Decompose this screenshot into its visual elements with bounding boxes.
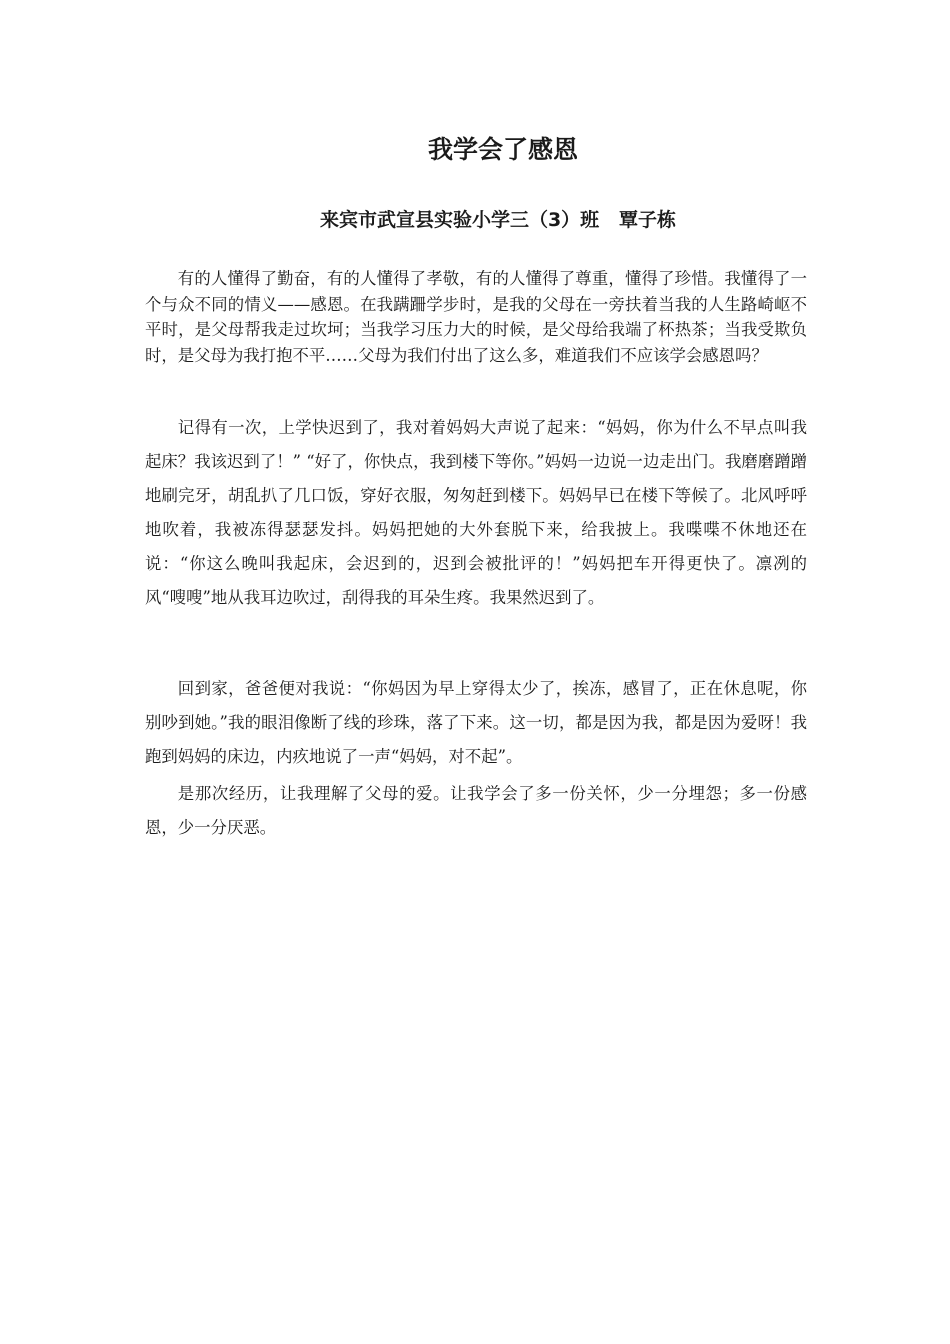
paragraph-3: 回到家，爸爸便对我说：“你妈因为早上穿得太少了，挨冻，感冒了，正在休息呢，你别吵到她。”我的眼泪像断了线的珍珠，落了下来。这一切，都是因为我，都是因为爱呀！我跑到妈妈的床边，内疚地说了一声“妈妈，对不起”。 [145, 679, 807, 766]
author-byline: 来宾市武宣县实验小学三（3）班 覃子栋 [319, 209, 677, 231]
paragraph-1: 有的人懂得了勤奋，有的人懂得了孝敬，有的人懂得了尊重，懂得了珍惜。我懂得了一个与众不同的情义——感恩。在我蹒跚学步时，是我的父母在一旁扶着当我的人生路崎岖不平时，是父母帮我走过坎坷；当我学习压力大的时候，是父母给我端了杯热茶；当我受欺负时，是父母为我打抱不平……父母为我们付出了这么多，难道我们不应该学会感恩吗？ [145, 269, 807, 365]
paragraph-4: 是那次经历，让我理解了父母的爱。让我学会了多一份关怀，少一分埋怨；多一份感恩，少一分厌恶。 [145, 784, 807, 837]
document-title: 我学会了感恩 [427, 135, 578, 164]
paragraph-2: 记得有一次，上学快迟到了，我对着妈妈大声说了起来：“妈妈，你为什么不早点叫我起床？我该迟到了！” “好了，你快点，我到楼下等你。”妈妈一边说一边走出门。我磨磨蹭蹭地刷完牙，胡乱扒了几口饭，穿好衣服，匆匆赶到楼下。妈妈早已在楼下等候了。北风呼呼地吹着，我被冻得瑟瑟发抖。妈妈把她的大外套脱下来，给我披上。我喋喋不休地还在说：“你这么晚叫我起床，会迟到的，迟到会被批评的！”妈妈把车开得更快了。凛冽的风“嗖嗖”地从我耳边吹过，刮得我的耳朵生疼。我果然迟到了。 [145, 418, 807, 607]
